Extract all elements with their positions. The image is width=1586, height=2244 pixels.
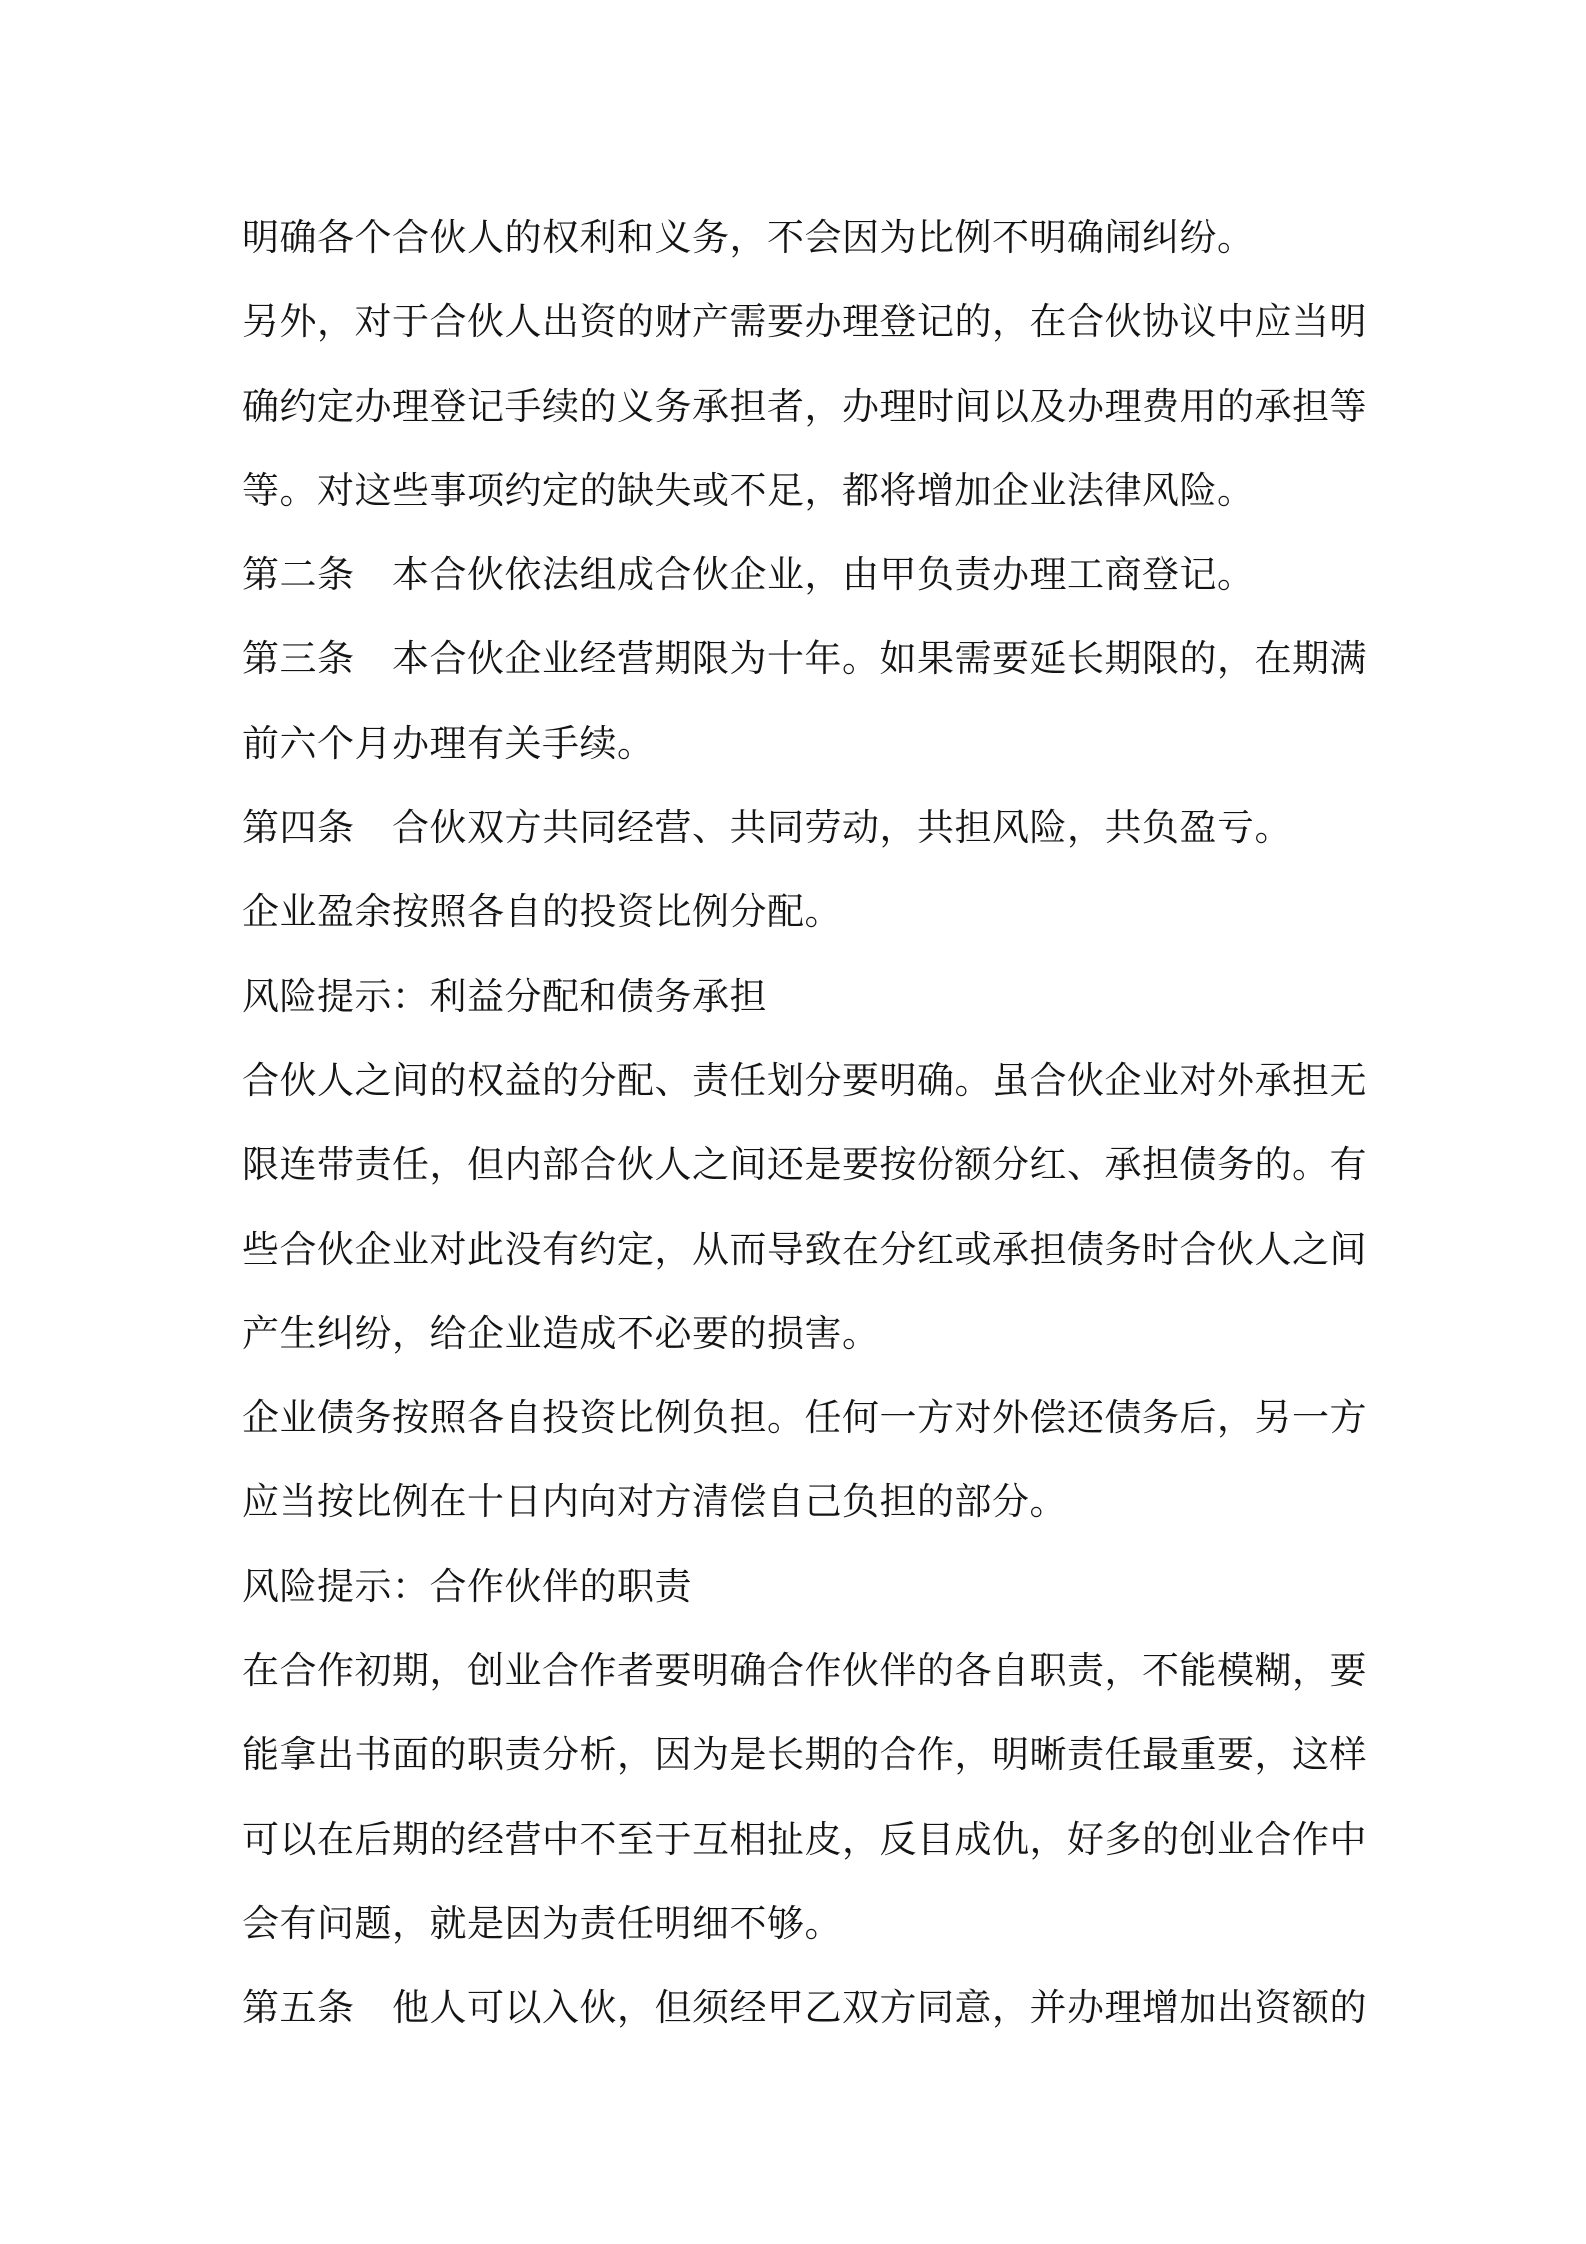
article-3-line-2: 前六个月办理有关手续。 <box>242 721 655 765</box>
text-line-14: 产生纠纷，给企业造成不必要的损害。 <box>242 1311 880 1355</box>
text-line-3: 确约定办理登记手续的义务承担者，办理时间以及办理费用的承担等 <box>242 384 1367 428</box>
risk-heading-partner: 风险提示：合作伙伴的职责 <box>242 1564 692 1608</box>
risk-heading-profit: 风险提示：利益分配和债务承担 <box>242 974 767 1018</box>
text-line-20: 可以在后期的经营中不至于互相扯皮，反目成仇，好多的创业合作中 <box>242 1817 1367 1861</box>
document-body <box>242 196 1367 2051</box>
text-line-4: 等。对这些事项约定的缺失或不足，都将增加企业法律风险。 <box>242 468 1255 512</box>
article-4-line: 第四条 合伙双方共同经营、共同劳动，共担风险，共负盈亏。 <box>242 806 1292 850</box>
text-line-21: 会有问题，就是因为责任明细不够。 <box>242 1901 842 1945</box>
text-line-11: 合伙人之间的权益的分配、责任划分要明确。虽合伙企业对外承担无 <box>242 1058 1367 1102</box>
article-3-line-1: 第三条 本合伙企业经营期限为十年。如果需要延长期限的，在期满 <box>242 637 1367 681</box>
text-line-18: 在合作初期，创业合作者要明确合作伙伴的各自职责，不能模糊，要 <box>242 1649 1367 1693</box>
article-5-line: 第五条 他人可以入伙，但须经甲乙双方同意，并办理增加出资额的 <box>242 1986 1367 2030</box>
text-line-1: 明确各个合伙人的权利和义务，不会因为比例不明确闹纠纷。 <box>242 216 1255 259</box>
text-line-2: 另外，对于合伙人出资的财产需要办理登记的，在合伙协议中应当明 <box>242 300 1367 344</box>
text-line-13: 些合伙企业对此没有约定，从而导致在分红或承担债务时合伙人之间 <box>242 1227 1367 1271</box>
text-line-15: 企业债务按照各自投资比例负担。任何一方对外偿还债务后，另一方 <box>242 1396 1367 1440</box>
article-2-line: 第二条 本合伙依法组成合伙企业，由甲负责办理工商登记。 <box>242 553 1255 597</box>
text-line-19: 能拿出书面的职责分析，因为是长期的合作，明晰责任最重要，这样 <box>242 1733 1367 1777</box>
text-line-16: 应当按比例在十日内向对方清偿自己负担的部分。 <box>242 1480 1067 1524</box>
text-line-9: 企业盈余按照各自的投资比例分配。 <box>242 890 842 934</box>
text-line-12: 限连带责任，但内部合伙人之间还是要按份额分红、承担债务的。有 <box>242 1143 1367 1187</box>
